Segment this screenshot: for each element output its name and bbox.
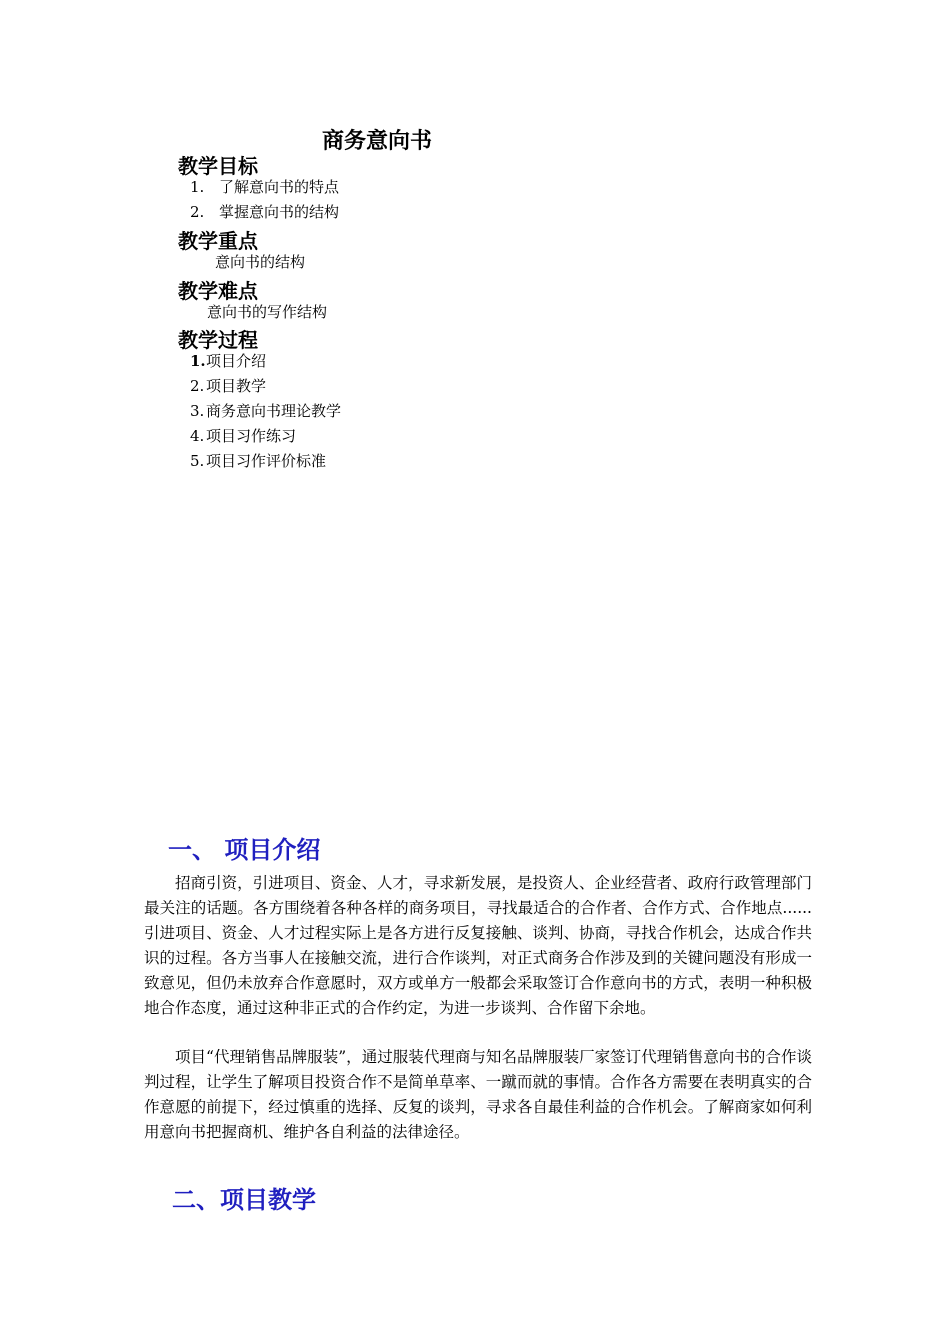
objective-text-2: 掌握意向书的结构 (219, 203, 340, 221)
objective-num-1: 1. (190, 178, 205, 196)
process-text-2: 项目教学 (206, 377, 267, 395)
process-item-3 (190, 402, 341, 420)
process-num-2: 2. (190, 377, 205, 395)
process-text-1: 项目介绍 (206, 352, 267, 370)
process-item-1 (190, 352, 266, 370)
process-num-5: 5. (190, 452, 205, 470)
document-title: 商务意向书 (322, 129, 433, 154)
process-text-5: 项目习作评价标准 (206, 452, 327, 470)
difficulty-heading: 教学难点 (178, 279, 258, 303)
process-text-4: 项目习作练习 (206, 427, 297, 445)
section-1-heading: 一、 项目介绍 (168, 836, 321, 864)
process-num-4: 4. (190, 427, 205, 445)
process-num-1: 1. (190, 352, 206, 370)
difficulty-text: 意向书的写作结构 (207, 303, 328, 321)
objective-item-1 (190, 178, 339, 196)
objective-item-2 (190, 203, 339, 221)
process-item-2 (190, 377, 266, 395)
section-2-heading: 二、项目教学 (172, 1186, 316, 1214)
objective-text-1: 了解意向书的特点 (219, 178, 340, 196)
section-1-paragraph-1: 招商引资，引进项目、资金、人才，寻求新发展，是投资人、企业经营者、政府行政管理部门最关注的话题。各方围绕着各种各样的商务项目，寻找最适合的合作者、合作方式、合作地点......引进项目、资金、人才过程实际上是各方进行反复接触、谈判、协商，寻找合作机会，达成合作共识的过程。各方当事人在接触交流，进行合作谈判，对正式商务合作涉及到的关键问题没有形成一致意见，但仍未放弃合作意愿时，双方或单方一般都会采取签订合作意向书的方式，表明一种积极地合作态度，通过这种非正式的合作约定，为进一步谈判、合作留下余地。 (144, 874, 812, 1017)
key-point-heading: 教学重点 (178, 229, 258, 253)
section-1-paragraph-2: 项目“代理销售品牌服装”，通过服装代理商与知名品牌服装厂家签订代理销售意向书的合作谈判过程，让学生了解项目投资合作不是简单草率、一蹴而就的事情。合作各方需要在表明真实的合作意愿的前提下，经过慎重的选择、反复的谈判，寻求各自最佳利益的合作机会。了解商家如何利用意向书把握商机、维护各自利益的法律途径。 (144, 1048, 812, 1141)
process-num-3: 3. (190, 402, 205, 420)
process-heading: 教学过程 (178, 328, 258, 352)
objective-num-2: 2. (190, 203, 205, 221)
process-item-5 (190, 452, 326, 470)
key-point-text: 意向书的结构 (215, 253, 306, 271)
process-text-3: 商务意向书理论教学 (206, 402, 342, 420)
process-item-4 (190, 427, 296, 445)
objectives-heading: 教学目标 (178, 154, 258, 178)
